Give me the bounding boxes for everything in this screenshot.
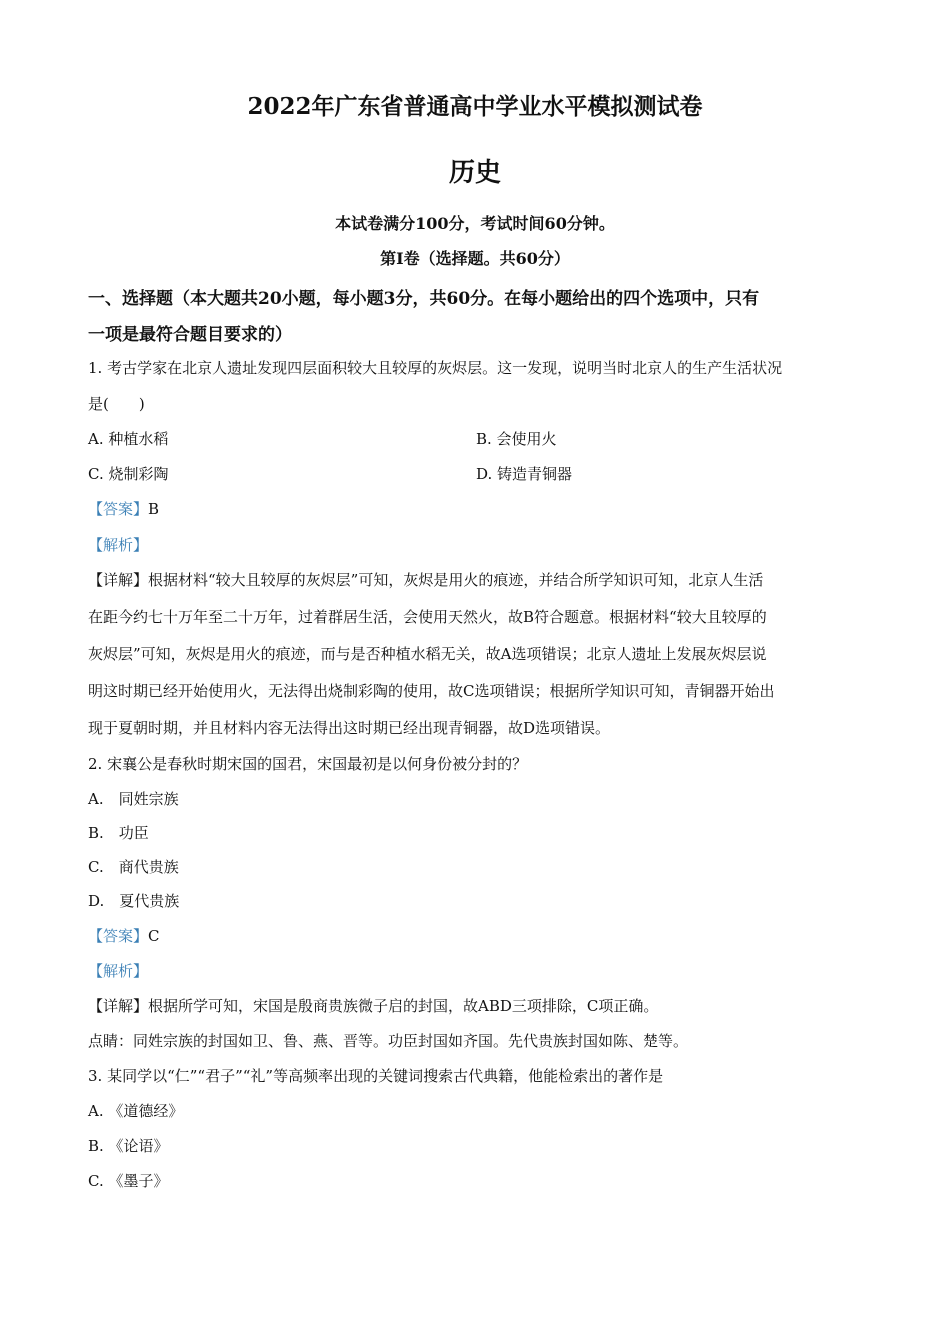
q1-option-c: C. 烧制彩陶: [88, 465, 169, 483]
q1-detail-line4: 明这时期已经开始使用火，无法得出烧制彩陶的使用，故C选项错误；根据所学知识可知，青铜器开始出: [88, 682, 775, 700]
q1-option-b: B. 会使用火: [476, 430, 557, 448]
q1-stem-line2: 是( ): [88, 395, 145, 413]
answer-tag: 【答案】: [88, 500, 149, 518]
q1-option-a: A. 种植水稻: [88, 430, 169, 448]
answer-tag: 【答案】: [88, 927, 149, 945]
exam-title: 2022年广东省普通高中学业水平模拟测试卷: [247, 93, 703, 120]
answer-value: C: [148, 927, 160, 945]
q2-option-b: B. 功臣: [88, 824, 149, 842]
q1-stem-line1: 1. 考古学家在北京人遗址发现四层面积较大且较厚的灰烬层。这一发现，说明当时北京人的生产生活状况: [88, 359, 783, 377]
q2-answer: [88, 926, 160, 946]
q2-option-c: C. 商代贵族: [88, 858, 179, 876]
q1-option-d: D. 铸造青铜器: [476, 465, 573, 483]
section-heading-line2: 一项是最符合题目要求的）: [88, 325, 292, 345]
q1-detail-line3: 灰烬层”可知，灰烬是用火的痕迹，而与是否种植水稻无关，故A选项错误；北京人遗址上发展灰烬层说: [88, 645, 767, 663]
q1-analysis-tag: 【解析】: [88, 536, 149, 554]
q3-option-b: B. 《论语》: [88, 1137, 169, 1155]
q1-detail-line2: 在距今约七十万年至二十万年，过着群居生活，会使用天然火，故B符合题意。根据材料“较大且较厚的: [88, 608, 767, 626]
subject-title: 历史: [448, 158, 501, 188]
part-heading: 第Ⅰ卷（选择题。共60分）: [380, 249, 570, 268]
q3-option-a: A. 《道德经》: [88, 1102, 184, 1120]
section-heading-line1: 一、选择题（本大题共20小题，每小题3分，共60分。在每小题给出的四个选项中，只有: [88, 289, 760, 309]
q2-detail: 【详解】根据所学可知，宋国是殷商贵族微子启的封国，故ABD三项排除，C项正确。: [88, 997, 659, 1015]
q2-analysis-tag: 【解析】: [88, 962, 149, 980]
q2-stem: 2. 宋襄公是春秋时期宋国的国君，宋国最初是以何身份被分封的？: [88, 755, 528, 773]
exam-note: 本试卷满分100分，考试时间60分钟。: [335, 214, 615, 233]
q2-tip: 点睛：同姓宗族的封国如卫、鲁、燕、晋等。功臣封国如齐国。先代贵族封国如陈、楚等。: [88, 1032, 689, 1050]
q2-option-d: D. 夏代贵族: [88, 892, 180, 910]
q3-stem: 3. 某同学以“仁”“君子”“礼”等高频率出现的关键词搜索古代典籍，他能检索出的著作是: [88, 1067, 664, 1085]
q1-answer: [88, 499, 159, 519]
q3-option-c: C. 《墨子》: [88, 1172, 169, 1190]
answer-value: B: [148, 500, 160, 518]
q2-option-a: A. 同姓宗族: [88, 790, 179, 808]
q1-detail-line1: 【详解】根据材料“较大且较厚的灰烬层”可知，灰烬是用火的痕迹，并结合所学知识可知，北京人生活: [88, 571, 764, 589]
q1-detail-line5: 现于夏朝时期，并且材料内容无法得出这时期已经出现青铜器，故D选项错误。: [88, 719, 611, 737]
